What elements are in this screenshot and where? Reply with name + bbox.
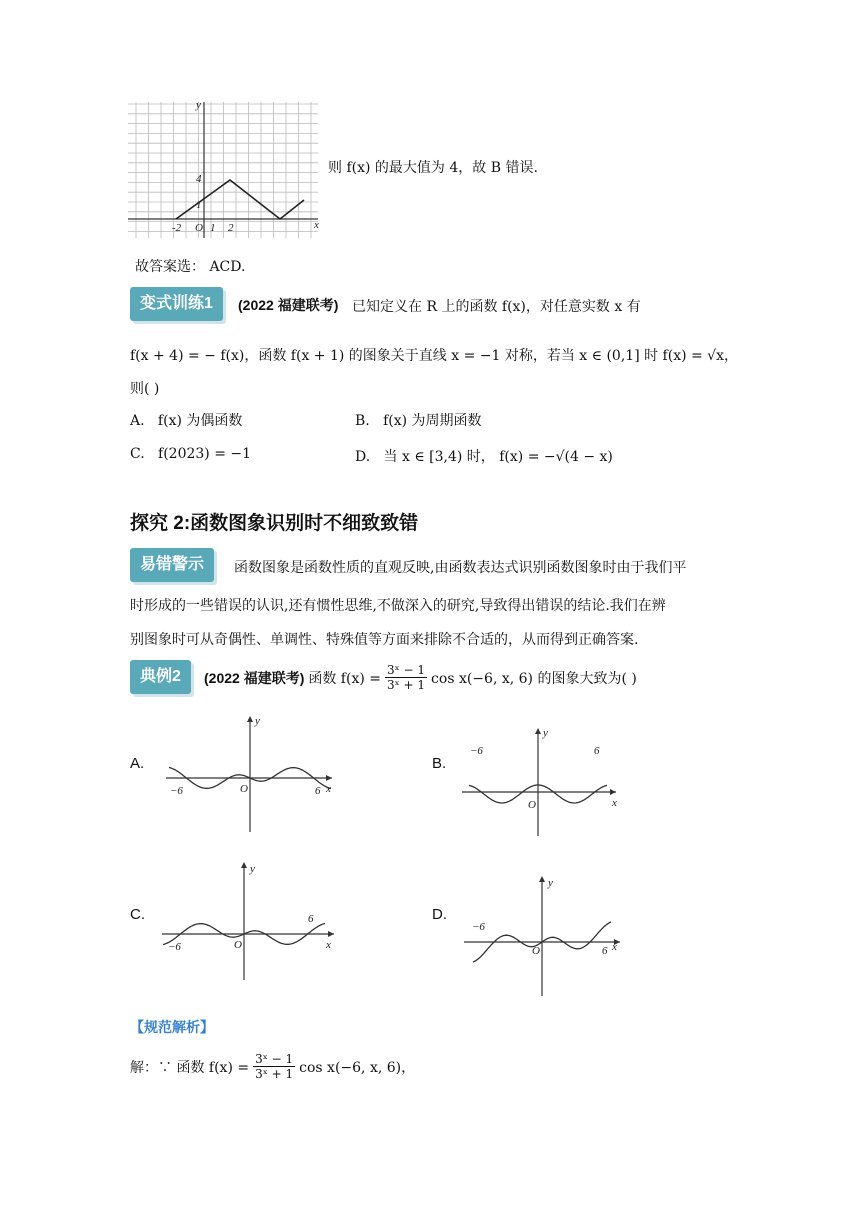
option-label: D. <box>355 449 371 465</box>
tick-right: 6 <box>594 745 600 757</box>
axis-y-label: y <box>548 877 553 889</box>
fraction-denominator: 3ˣ + 1 <box>387 678 426 692</box>
tick-left: −6 <box>470 745 483 757</box>
analysis-suffix: cos x(−6, x, 6)， <box>299 1059 416 1076</box>
warning-badge: 易错警示 <box>130 548 214 582</box>
choice-a-label: A. <box>130 755 145 772</box>
example-prefix: 函数 f(x) = <box>308 670 381 687</box>
option-label: B. <box>355 413 370 429</box>
tick-neg2: -2 <box>172 222 182 234</box>
tick-left: −6 <box>472 921 485 933</box>
choice-d-label: D. <box>432 906 447 923</box>
choice-a-graph <box>160 712 340 836</box>
tick-2: 2 <box>228 222 234 234</box>
example-statement <box>204 663 637 692</box>
analysis-fraction <box>253 1052 295 1081</box>
choice-c-graph <box>158 858 338 982</box>
warning-line3: 别图象时可从奇偶性、单调性、特殊值等方面来排除不合适的，从而得到正确答案. <box>130 632 639 648</box>
warning-line2: 时形成的一些错误的认识,还有惯性思维,不做深入的研究,导致得出错误的结论.我们在辨 <box>130 598 666 614</box>
example-suffix: cos x(−6, x, 6) 的图象大致为( ) <box>431 670 637 687</box>
axis-x-label: x <box>612 941 617 953</box>
example-fraction <box>385 663 427 692</box>
option-text: f(2023) = −1 <box>158 446 252 462</box>
example-badge: 典例2 <box>130 660 191 694</box>
tick-origin: O <box>528 799 536 811</box>
tick-right: 6 <box>308 913 314 925</box>
tick-right: 6 <box>315 785 321 797</box>
tick-origin: O <box>234 939 242 951</box>
axis-x-label: x <box>326 939 331 951</box>
example-source: (2022 福建联考) <box>204 669 305 686</box>
fraction-numerator: 3ˣ − 1 <box>387 663 426 677</box>
option-label: C. <box>130 446 145 462</box>
tick-left: −6 <box>168 941 181 953</box>
exercise-line1: 已知定义在 R 上的函数 f(x)，对任意实数 x 有 <box>352 299 641 315</box>
choice-c-label: C. <box>130 906 145 923</box>
analysis-title: 【规范解析】 <box>130 1019 214 1035</box>
exercise-option-c <box>130 446 251 462</box>
tick-origin: O <box>532 945 540 957</box>
axis-y-label: y <box>250 863 255 875</box>
analysis-statement <box>130 1052 415 1081</box>
tick-1: 1 <box>196 199 202 211</box>
choice-b-graph <box>458 724 622 838</box>
axis-x-label: x <box>612 797 617 809</box>
exercise-option-b <box>355 410 482 430</box>
exercise-option-a <box>130 410 242 430</box>
fraction-denominator: 3ˣ + 1 <box>255 1067 294 1081</box>
exercise-line3: 则( ) <box>130 381 160 397</box>
top-function-graph <box>128 98 324 244</box>
option-label: A. <box>130 413 145 429</box>
option-text: 当 x ∈ [3,4) 时， f(x) = −√(4 − x) <box>383 449 613 465</box>
option-text: f(x) 为周期函数 <box>383 413 482 429</box>
warning-line1: 函数图象是函数性质的直观反映,由函数表达式识别函数图象时由于我们平 <box>234 560 687 576</box>
exercise-source: (2022 福建联考) <box>238 297 339 313</box>
axis-y-label: y <box>255 715 260 727</box>
tick-4: 4 <box>196 173 202 185</box>
option-text: f(x) 为偶函数 <box>157 413 243 429</box>
tick-origin: O <box>240 783 248 795</box>
analysis-prefix: 解：∵ 函数 f(x) = <box>130 1059 250 1076</box>
fraction-numerator: 3ˣ − 1 <box>255 1052 294 1066</box>
tick-left: −6 <box>170 785 183 797</box>
tick-x1: 1 <box>210 222 216 234</box>
section-title: 探究 2:函数图象识别时不细致致错 <box>130 513 419 534</box>
axis-x-label: x <box>314 219 319 231</box>
exercise-badge: 变式训练1 <box>130 287 223 321</box>
choice-b-label: B. <box>432 755 447 772</box>
tick-origin: O <box>195 222 203 234</box>
axis-y-label: y <box>543 727 548 739</box>
exercise-line2: f(x + 4) = − f(x)，函数 f(x + 1) 的图象关于直线 x = −1 对称，若当 x ∈ (0,1] 时 f(x) = √x， <box>130 348 739 364</box>
tick-right: 6 <box>602 945 608 957</box>
choice-d-graph <box>460 872 630 998</box>
axis-x-label: x <box>326 783 331 795</box>
answer-line: 故答案选： ACD. <box>135 259 246 275</box>
exercise-option-d <box>355 446 613 466</box>
top-conclusion: 则 f(x) 的最大值为 4，故 B 错误. <box>328 160 538 176</box>
axis-y-label: y <box>196 99 201 111</box>
